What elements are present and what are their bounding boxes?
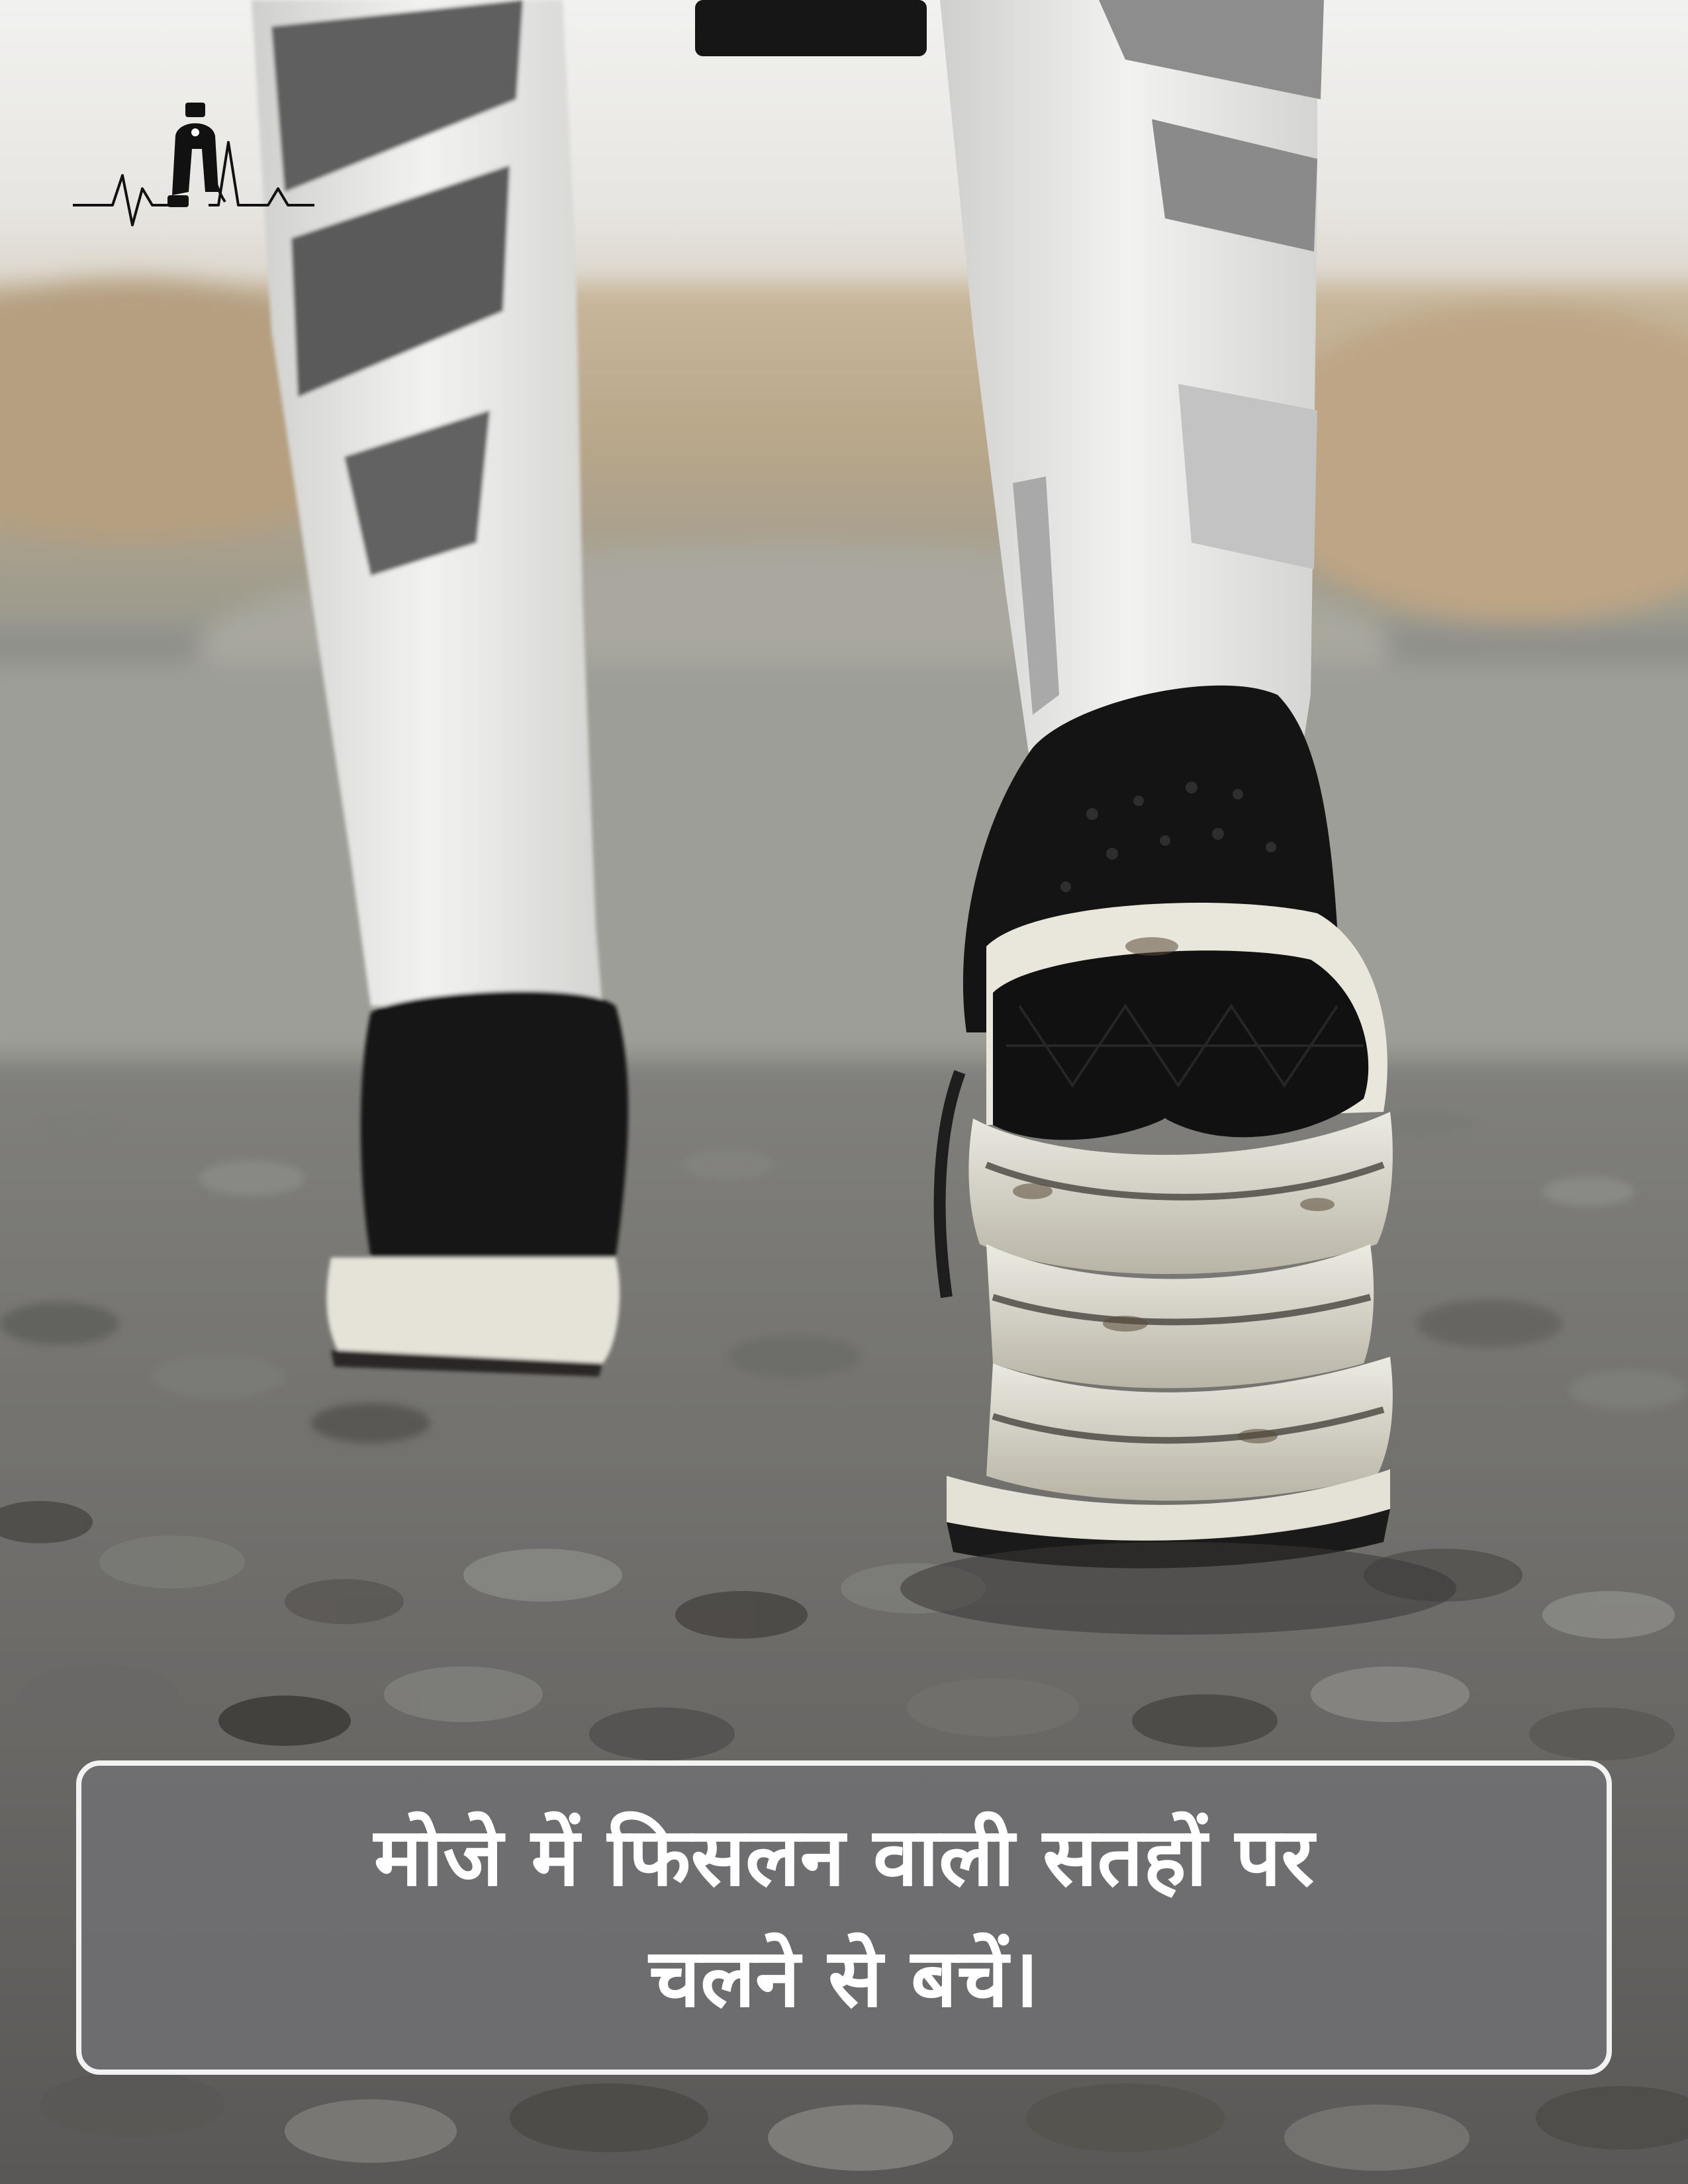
caption-line-2: चलने से बचें। xyxy=(649,1931,1039,2025)
caption-box xyxy=(76,1760,1612,2075)
heartbeat-figure-logo-icon xyxy=(70,96,318,228)
caption-line-1: मोजे में फिसलन वाली सतहों पर xyxy=(373,1809,1315,1904)
